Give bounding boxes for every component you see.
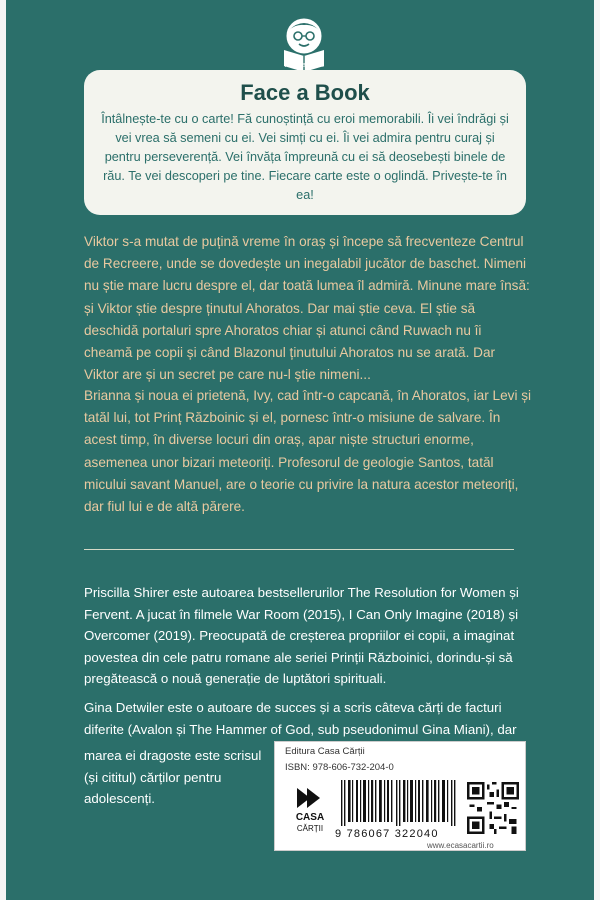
section-divider	[84, 549, 514, 550]
face-a-book-box	[84, 70, 526, 215]
synopsis-paragraph-1: Viktor s-a mutat de puțină vreme în oraș și începe să frecventeze Centrul de Recreere, unde se dovedește un inegalabil jucător de baschet. Nimeni nu știe mare lucru despre el, dar toată lumea îl admiră. Minune mare însă: și Viktor știe despre ținutul Ahoratos. Dar mai știe ceva. El știe să deschidă portaluri spre Ahoratos chiar și atunci când Ruwach nu îi cheamă pe copii și când Blazonul ținutului Ahoratos nu se arată. Dar Viktor are și un secret pe care nu-l știe nimeni...	[84, 234, 530, 383]
publisher-name: Editura Casa Cărții	[285, 746, 365, 757]
logo-caption: Face a Book	[284, 62, 324, 69]
author-bio-detwiler-tail: marea ei dragoste este scrisul (și cititul) cărților pentru adolescenți.	[84, 748, 262, 807]
synopsis-paragraph-2: Brianna și noua ei prietenă, Ivy, cad într-o capcană, în Ahoratos, iar Levi și tatăl lui, tot Prinț Războinic și el, pornesc într-o misiune de salvare. În acest timp, în diverse locuri din oraș, apar niște structuri enorme, asemenea unor bizari meteoriți. Profesorul de geologie Santos, tatăl micului savant Manuel, are o teorie cu privire la natura acestor meteoriți, dar fiul lui e de altă părere.	[84, 388, 532, 515]
author-bio-shirer: Priscilla Shirer este autoarea bestsellerurilor The Resolution for Women și Fervent. A jucat în filmele War Room (2015), I Can Only Imagine (2018) și Overcomer (2019). Preocupată de creșterea propriilor ei copii, a imaginat povestea din cele patru romane ale seriei Prinții Războinici, dorindu-și să pregătească o nouă generație de luptători spirituali.	[84, 585, 519, 687]
qr-code-icon	[467, 782, 519, 834]
isbn: ISBN: 978-606-732-204-0	[285, 762, 394, 773]
author-bio-detwiler: Gina Detwiler este o autoare de succes și a scris câteva cărți de facturi diferite (Avalon și The Hammer of God, sub pseudonimul Gina Miani), dar	[84, 700, 517, 737]
casa-logo-bottom: CĂRȚII	[296, 824, 324, 833]
publisher-label	[274, 741, 526, 851]
face-a-book-title: Face a Book	[240, 80, 370, 105]
casa-logo-top: CASA	[295, 812, 325, 823]
publisher-website: www.ecasacartii.ro	[427, 841, 494, 850]
face-a-book-text: Întâlnește-te cu o carte! Fă cunoștință cu eroi memorabili. Îi vei îndrăgi și vei vrea să semeni cu ei. Vei simți cu ei. Îi vei admira pentru curaj și pentru perseverență. Vei învăța împreună cu ei să deosebești binele de rău. Te vei descoperi pe tine. Fiecare carte este o oglindă. Privește-te în ea!	[101, 112, 509, 202]
barcode-digits: 9 786067 322040	[335, 828, 439, 840]
isbn-barcode	[339, 780, 459, 826]
casa-cartii-logo	[287, 786, 333, 834]
